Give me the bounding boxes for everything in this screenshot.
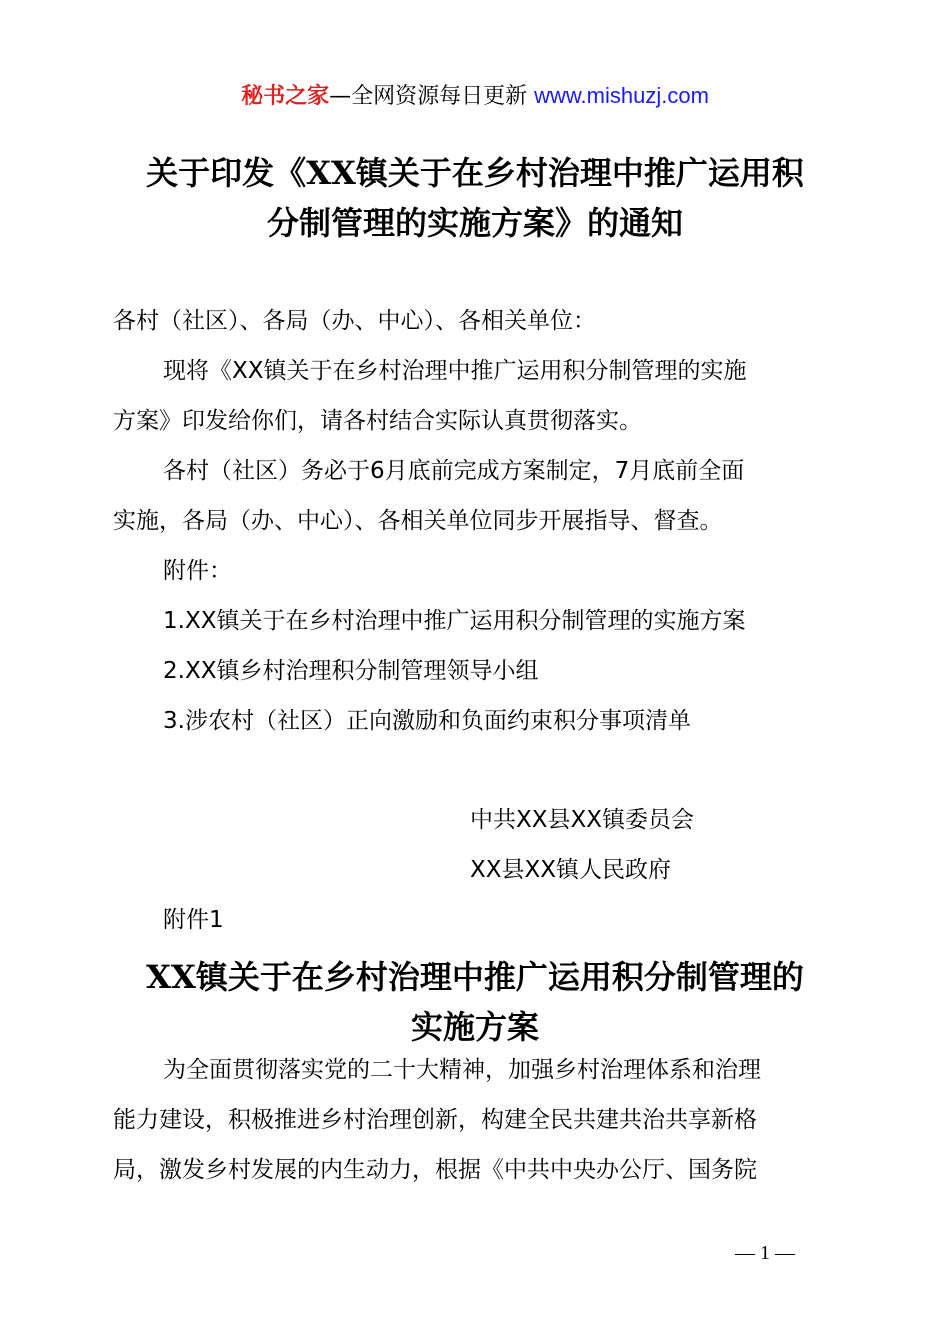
attachment-item: 2.XX镇乡村治理积分制管理领导小组: [163, 658, 539, 684]
notice-title-line: 关于印发《XX镇关于在乡村治理中推广运用积: [146, 154, 804, 192]
paragraph-line: 局，激发乡村发展的内生动力，根据《中共中央办公厅、国务院: [113, 1157, 757, 1183]
attachment-item: 1.XX镇关于在乡村治理中推广运用积分制管理的实施方案: [163, 608, 746, 634]
page-number: — 1 —: [735, 1242, 795, 1264]
attachment1-title-line: XX镇关于在乡村治理中推广运用积分制管理的: [146, 958, 804, 996]
signatory: XX县XX镇人民政府: [470, 857, 672, 883]
site-url-link[interactable]: www.mishuzj.com: [534, 83, 709, 108]
attachment1-title: [110, 952, 840, 1052]
paragraph-line: 为全面贯彻落实党的二十大精神，加强乡村治理体系和治理: [163, 1057, 761, 1083]
salutation: 各村（社区）、各局（办、中心）、各相关单位：: [113, 308, 596, 334]
attachment-item: 3.涉农村（社区）正向激励和负面约束积分事项清单: [163, 708, 691, 734]
attachments-label: 附件：: [163, 558, 232, 584]
paragraph-line: 方案》印发给你们，请各村结合实际认真贯彻落实。: [113, 408, 642, 434]
notice-title-line: 分制管理的实施方案》的通知: [266, 204, 683, 242]
banner-tagline: —全网资源每日更新: [329, 84, 535, 109]
site-banner: [0, 82, 950, 111]
signatory: 中共XX县XX镇委员会: [470, 807, 695, 833]
notice-title: [110, 148, 840, 248]
attachment1-title-line: 实施方案: [410, 1008, 539, 1046]
paragraph-line: 各村（社区）务必于6月底前完成方案制定，7月底前全面: [163, 458, 745, 484]
paragraph-line: 能力建设，积极推进乡村治理创新，构建全民共建共治共享新格: [113, 1107, 757, 1133]
attachment1-label: 附件1: [163, 907, 224, 933]
brand-name: 秘书之家: [241, 84, 330, 109]
paragraph-line: 实施，各局（办、中心）、各相关单位同步开展指导、督查。: [113, 508, 723, 534]
paragraph-line: 现将《XX镇关于在乡村治理中推广运用积分制管理的实施: [163, 358, 747, 384]
